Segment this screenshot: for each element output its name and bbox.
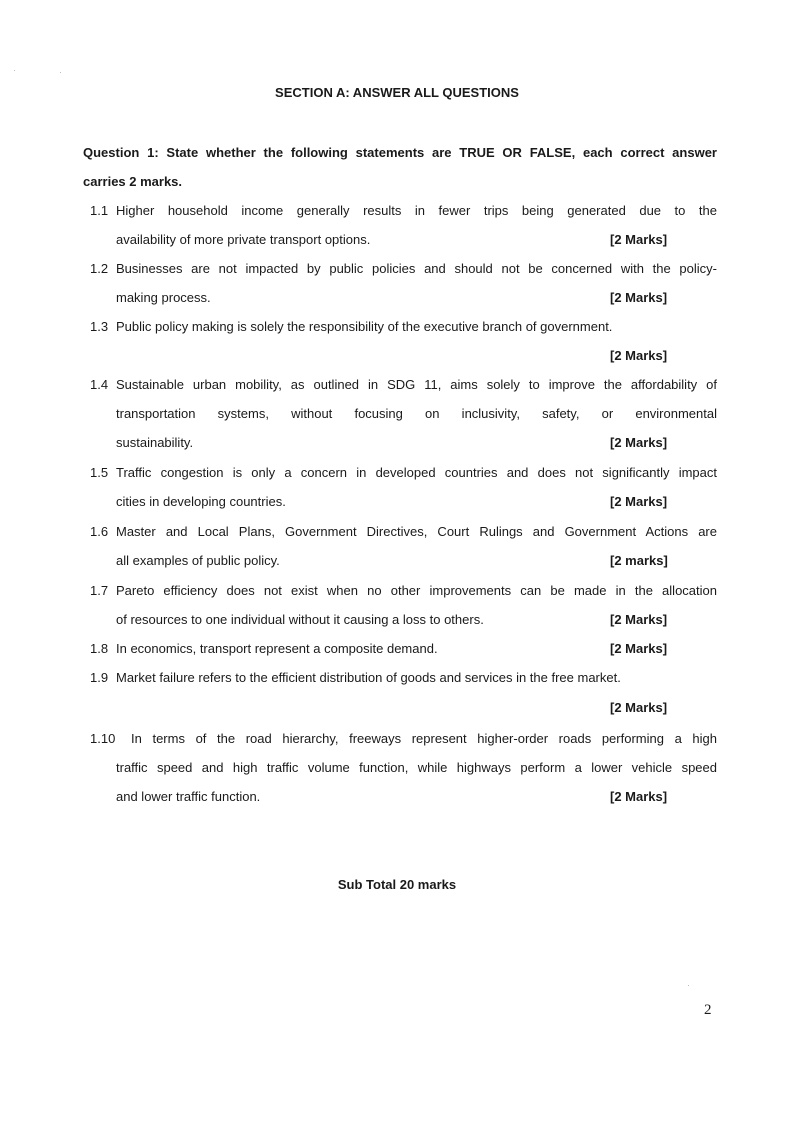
item-text: Master and Local Plans, Government Directives, Court Rulings and Government Actions are xyxy=(116,524,717,539)
item-text: Market failure refers to the efficient distribution of goods and services in the free market. xyxy=(116,670,621,685)
question-header-line2: carries 2 marks. xyxy=(83,174,183,189)
question-header-line1: Question 1: State whether the following statements are TRUE OR FALSE, each correct answer xyxy=(83,145,717,160)
item-marks: [2 Marks] xyxy=(610,789,668,804)
item-text: Public policy making is solely the responsibility of the executive branch of government. xyxy=(116,319,613,334)
item-text: and lower traffic function. xyxy=(116,789,261,804)
scan-speck xyxy=(60,72,61,73)
page-number: 2 xyxy=(704,1002,712,1018)
item-number: 1.9 xyxy=(90,670,109,685)
section-title: SECTION A: ANSWER ALL QUESTIONS xyxy=(275,85,519,100)
item-text: availability of more private transport options. xyxy=(116,232,371,247)
item-text: making process. xyxy=(116,290,211,305)
item-text: traffic speed and high traffic volume function, while highways perform a lower vehicle speed xyxy=(116,760,717,775)
item-text: all examples of public policy. xyxy=(116,553,280,568)
item-text: cities in developing countries. xyxy=(116,494,286,509)
item-text: Traffic congestion is only a concern in developed countries and does not significantly impact xyxy=(116,465,717,480)
item-text: sustainability. xyxy=(116,435,194,450)
item-text: Higher household income generally results in fewer trips being generated due to the xyxy=(116,203,717,218)
item-marks: [2 Marks] xyxy=(610,290,668,305)
item-marks: [2 Marks] xyxy=(610,232,668,247)
item-number: 1.2 xyxy=(90,261,109,276)
item-number: 1.4 xyxy=(90,377,109,392)
item-text: Businesses are not impacted by public policies and should not be concerned with the policy- xyxy=(116,261,717,276)
item-text: of resources to one individual without it causing a loss to others. xyxy=(116,612,484,627)
item-marks: [2 marks] xyxy=(610,553,668,568)
item-number: 1.8 xyxy=(90,641,109,656)
item-number: 1.3 xyxy=(90,319,109,334)
item-number: 1.6 xyxy=(90,524,109,539)
scan-speck xyxy=(14,70,15,71)
item-text: transportation systems, without focusing on inclusivity, safety, or environmental xyxy=(116,406,717,421)
item-number: 1.10 xyxy=(90,731,116,746)
item-marks: [2 Marks] xyxy=(610,700,668,715)
scan-speck xyxy=(688,985,689,986)
item-text: In economics, transport represent a composite demand. xyxy=(116,641,438,656)
item-text: Pareto efficiency does not exist when no other improvements can be made in the allocation xyxy=(116,583,717,598)
item-text: In terms of the road hierarchy, freeways represent higher-order roads performing a high xyxy=(131,731,717,746)
item-text: Sustainable urban mobility, as outlined in SDG 11, aims solely to improve the affordability of xyxy=(116,377,717,392)
item-number: 1.1 xyxy=(90,203,109,218)
item-marks: [2 Marks] xyxy=(610,494,668,509)
sub-total: Sub Total 20 marks xyxy=(337,877,457,892)
item-marks: [2 Marks] xyxy=(610,348,668,363)
item-number: 1.7 xyxy=(90,583,109,598)
item-number: 1.5 xyxy=(90,465,109,480)
item-marks: [2 Marks] xyxy=(610,612,668,627)
item-marks: [2 Marks] xyxy=(610,641,668,656)
item-marks: [2 Marks] xyxy=(610,435,668,450)
